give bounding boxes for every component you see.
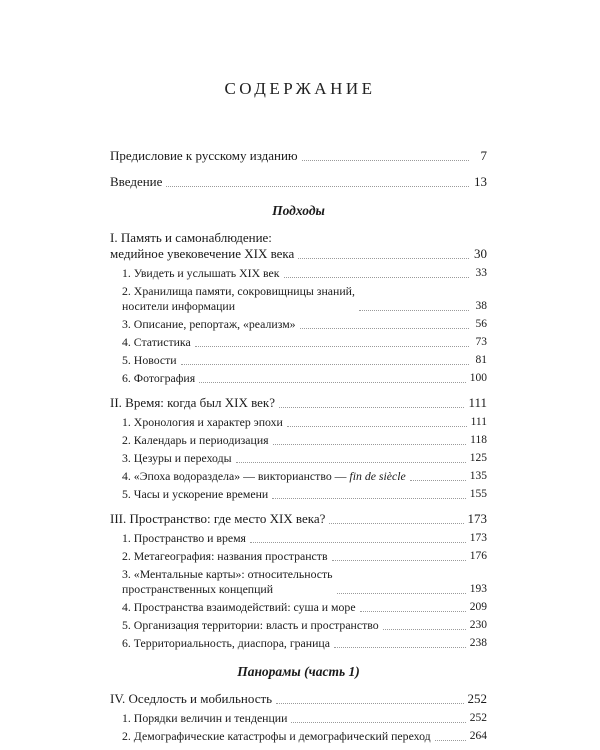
- toc-entry-title: 3. Цезуры и переходы: [122, 451, 232, 465]
- toc-entry-title: II. Время: когда был XIX век?: [110, 395, 276, 410]
- dot-leader: [199, 381, 466, 383]
- section-heading: Панорамы (часть 1): [237, 664, 360, 679]
- dot-leader: [435, 739, 466, 741]
- page-title: СОДЕРЖАНИЕ: [224, 79, 376, 98]
- toc-chapter-entry[interactable]: [110, 148, 487, 164]
- dot-leader: [360, 610, 466, 612]
- toc-entry-title: 2. Демографические катастрофы и демографический переход: [122, 729, 431, 743]
- toc-page-number: 176: [469, 550, 487, 562]
- dot-leader: [300, 327, 469, 329]
- toc-entry-title: 3. «Ментальные карты»: относительность пространственных концепций: [122, 567, 333, 596]
- toc-subentry[interactable]: [122, 284, 487, 314]
- toc-chapter-entry[interactable]: [110, 511, 487, 527]
- toc-subentry[interactable]: [122, 469, 487, 484]
- toc-subentry[interactable]: [122, 711, 487, 726]
- dot-leader: [195, 345, 469, 347]
- dot-leader: [236, 461, 466, 463]
- toc-page-number: 125: [469, 452, 487, 464]
- dot-leader: [334, 646, 466, 648]
- toc-page-number: 173: [469, 532, 487, 544]
- dot-leader: [250, 541, 466, 543]
- toc-subentry[interactable]: [122, 371, 487, 386]
- toc-subentry[interactable]: [122, 335, 487, 350]
- toc-page-number: 238: [469, 637, 487, 649]
- toc-page-number: 173: [467, 511, 487, 526]
- toc-entry-title: 5. Новости: [122, 353, 177, 367]
- toc-chapter-entry[interactable]: [110, 230, 487, 262]
- toc-page-number: 7: [480, 148, 487, 163]
- toc-page-number: 56: [475, 318, 487, 330]
- toc-entry-title: 2. Календарь и периодизация: [122, 433, 269, 447]
- toc-page-number: 230: [469, 619, 487, 631]
- dot-leader: [273, 443, 467, 445]
- toc-entry-title: 4. «Эпоха водораздела» — викторианство — fin de siècle: [122, 469, 406, 483]
- toc-page-number: 264: [469, 730, 487, 742]
- toc-page-number: 81: [475, 354, 487, 366]
- toc-subentry[interactable]: [122, 415, 487, 430]
- toc-page-number: 118: [470, 434, 487, 446]
- toc-subentry[interactable]: [122, 549, 487, 564]
- toc-entry-title: 1. Пространство и время: [122, 531, 246, 545]
- dot-leader: [410, 479, 466, 481]
- toc-entry-title: 4. Статистика: [122, 335, 191, 349]
- toc-subentry[interactable]: [122, 600, 487, 615]
- toc-chapter-entry[interactable]: [110, 174, 487, 190]
- toc-page-number: 193: [469, 583, 487, 595]
- toc-entry-title: 1. Увидеть и услышать XIX век: [122, 266, 280, 280]
- toc-subentry[interactable]: [122, 487, 487, 502]
- toc-subentry[interactable]: [122, 567, 487, 597]
- toc-chapter-entry[interactable]: [110, 395, 487, 411]
- dot-leader: [329, 522, 463, 524]
- toc-page-number: 38: [475, 300, 487, 312]
- toc-page-number: 13: [474, 174, 487, 189]
- toc-page-number: 30: [474, 246, 487, 261]
- dot-leader: [272, 497, 466, 499]
- toc-entry-italic: fin de siècle: [349, 469, 406, 483]
- toc-page-number: 100: [469, 372, 487, 384]
- toc-chapter-entry[interactable]: [110, 691, 487, 707]
- toc-entry-title: IV. Оседлость и мобильность: [110, 691, 273, 706]
- toc-entry-title: 5. Часы и ускорение времени: [122, 487, 269, 501]
- toc-entry-title: 2. Хранилища памяти, сокровищницы знаний, носители информации: [122, 284, 355, 313]
- toc-subentry[interactable]: [122, 266, 487, 281]
- dot-leader: [359, 309, 469, 311]
- toc-page-number: 111: [468, 395, 487, 410]
- toc-page-number: 73: [475, 336, 487, 348]
- dot-leader: [181, 363, 469, 365]
- toc-entry-title: 1. Порядки величин и тенденции: [122, 711, 288, 725]
- toc-page-number: 33: [475, 267, 487, 279]
- dot-leader: [284, 276, 469, 278]
- dot-leader: [279, 406, 464, 408]
- toc-subentry[interactable]: [122, 451, 487, 466]
- toc-page-number: 252: [469, 712, 487, 724]
- toc-entry-title: 5. Организация территории: власть и пространство: [122, 618, 379, 632]
- toc-page-number: 209: [469, 601, 487, 613]
- toc-entry-title: 2. Метагеография: названия пространств: [122, 549, 328, 563]
- toc-subentry[interactable]: [122, 353, 487, 368]
- toc-subentry[interactable]: [122, 729, 487, 744]
- dot-leader: [298, 257, 469, 259]
- toc-entry-title: 3. Описание, репортаж, «реализм»: [122, 317, 296, 331]
- toc-subentry[interactable]: [122, 636, 487, 651]
- toc-entry-title: 6. Территориальность, диаспора, граница: [122, 636, 330, 650]
- toc-entry-title: III. Пространство: где место XIX века?: [110, 511, 326, 526]
- toc-page-number: 155: [469, 488, 487, 500]
- toc-entry-title: I. Память и самонаблюдение: медийное увековечение XIX века: [110, 230, 295, 261]
- dot-leader: [291, 721, 465, 723]
- dot-leader: [276, 702, 463, 704]
- toc-subentry[interactable]: [122, 317, 487, 332]
- dot-leader: [332, 559, 466, 561]
- toc-page-number: 252: [467, 691, 487, 706]
- toc-entry-title: 6. Фотография: [122, 371, 196, 385]
- toc-entry-title: Введение: [110, 174, 163, 189]
- toc-page-number: 135: [469, 470, 487, 482]
- dot-leader: [383, 628, 466, 630]
- toc-entry-title: Предисловие к русскому изданию: [110, 148, 298, 163]
- dot-leader: [302, 159, 469, 161]
- toc-subentry[interactable]: [122, 618, 487, 633]
- dot-leader: [337, 592, 466, 594]
- toc-subentry[interactable]: [122, 531, 487, 546]
- toc-entry-title: 4. Пространства взаимодействий: суша и море: [122, 600, 356, 614]
- table-of-contents: [0, 148, 600, 744]
- section-heading: Подходы: [272, 203, 325, 218]
- toc-subentry[interactable]: [122, 433, 487, 448]
- toc-page-number: 111: [470, 416, 487, 428]
- dot-leader: [287, 425, 467, 427]
- dot-leader: [166, 185, 469, 187]
- toc-entry-title: 1. Хронология и характер эпохи: [122, 415, 283, 429]
